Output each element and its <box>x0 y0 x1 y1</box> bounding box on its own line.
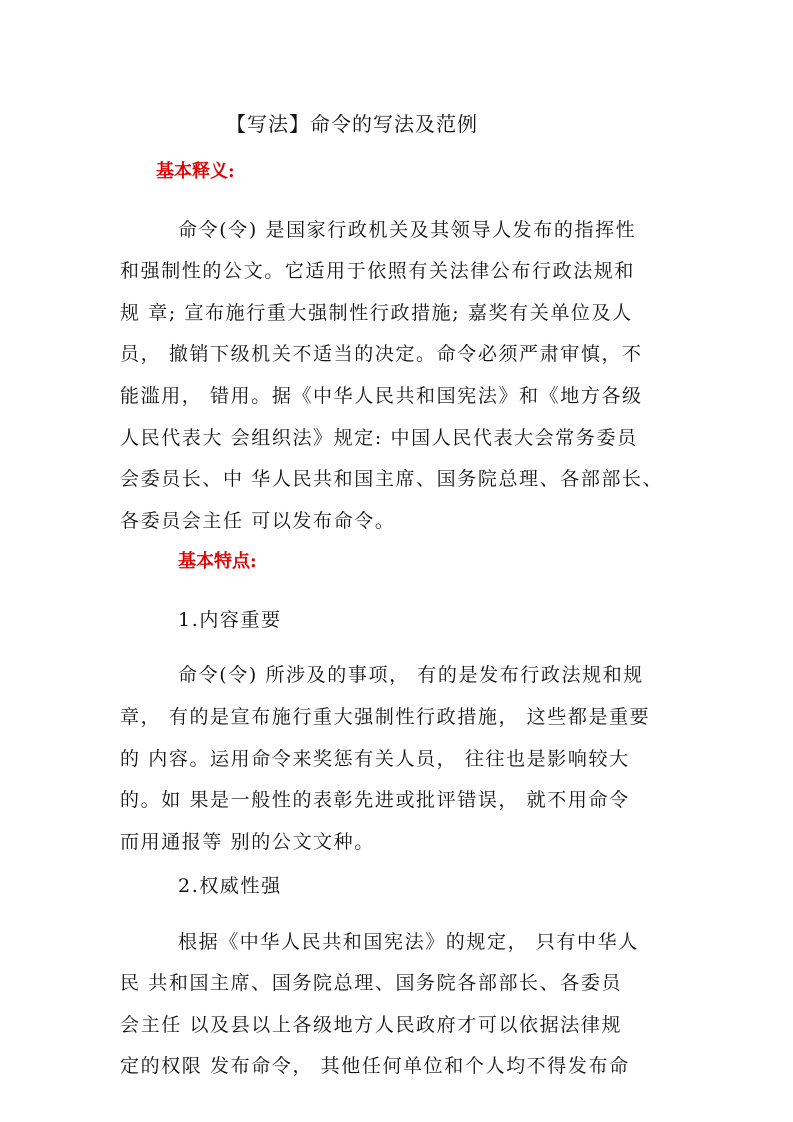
text-line: 民 共和国主席、国务院总理、国务院各部部长、各委员 <box>120 972 623 994</box>
text-line: 和强制性的公文。它适用于依照有关法律公布行政法规和 <box>120 260 636 282</box>
text-line: 而用通报等 别的公文文种。 <box>120 831 375 853</box>
feature-1-title: 1.内容重要 <box>178 609 282 631</box>
text-line: 员， 撤销下级机关不适当的决定。命令必须严肃审慎，不 <box>120 343 643 365</box>
text-line: 各委员会主任 可以发布命令。 <box>120 510 396 532</box>
text-line: 根据《中华人民共和国宪法》的规定， 只有中华人 <box>178 931 639 953</box>
text-line: 的。如 果是一般性的表彰先进或批评错误， 就不用命令 <box>120 789 630 811</box>
text-line: 的 内容。运用命令来奖惩有关人员， 往往也是影响较大 <box>120 748 630 770</box>
features-heading: 基本特点: <box>178 551 257 572</box>
text-line: 规 章; 宣布施行重大强制性行政措施; 嘉奖有关单位及人 <box>120 302 633 324</box>
text-line: 会委员长、中 华人民共和国主席、国务院总理、各部部长、 <box>120 468 664 490</box>
text-line: 命令(令) 是国家行政机关及其领导人发布的指挥性 <box>178 219 637 241</box>
text-line: 会主任 以及县以上各级地方人民政府才可以依据法律规 <box>120 1014 623 1036</box>
text-line: 命令(令) 所涉及的事项， 有的是发布行政法规和规 <box>178 664 644 686</box>
text-line: 人民代表大 会组织法》规定: 中国人民代表大会常务委员 <box>120 427 638 449</box>
document-title: 【写法】命令的写法及范例 <box>226 112 478 136</box>
text-line: 定的权限 发布命令， 其他任何单位和个人均不得发布命 <box>120 1055 630 1077</box>
definition-heading: 基本释义: <box>156 161 235 182</box>
text-line: 能滥用， 错用。据《中华人民共和国宪法》和《地方各级 <box>120 385 643 407</box>
feature-2-title: 2.权威性强 <box>178 875 282 897</box>
text-line: 章， 有的是宣布施行重大强制性行政措施， 这些都是重要 <box>120 706 651 728</box>
